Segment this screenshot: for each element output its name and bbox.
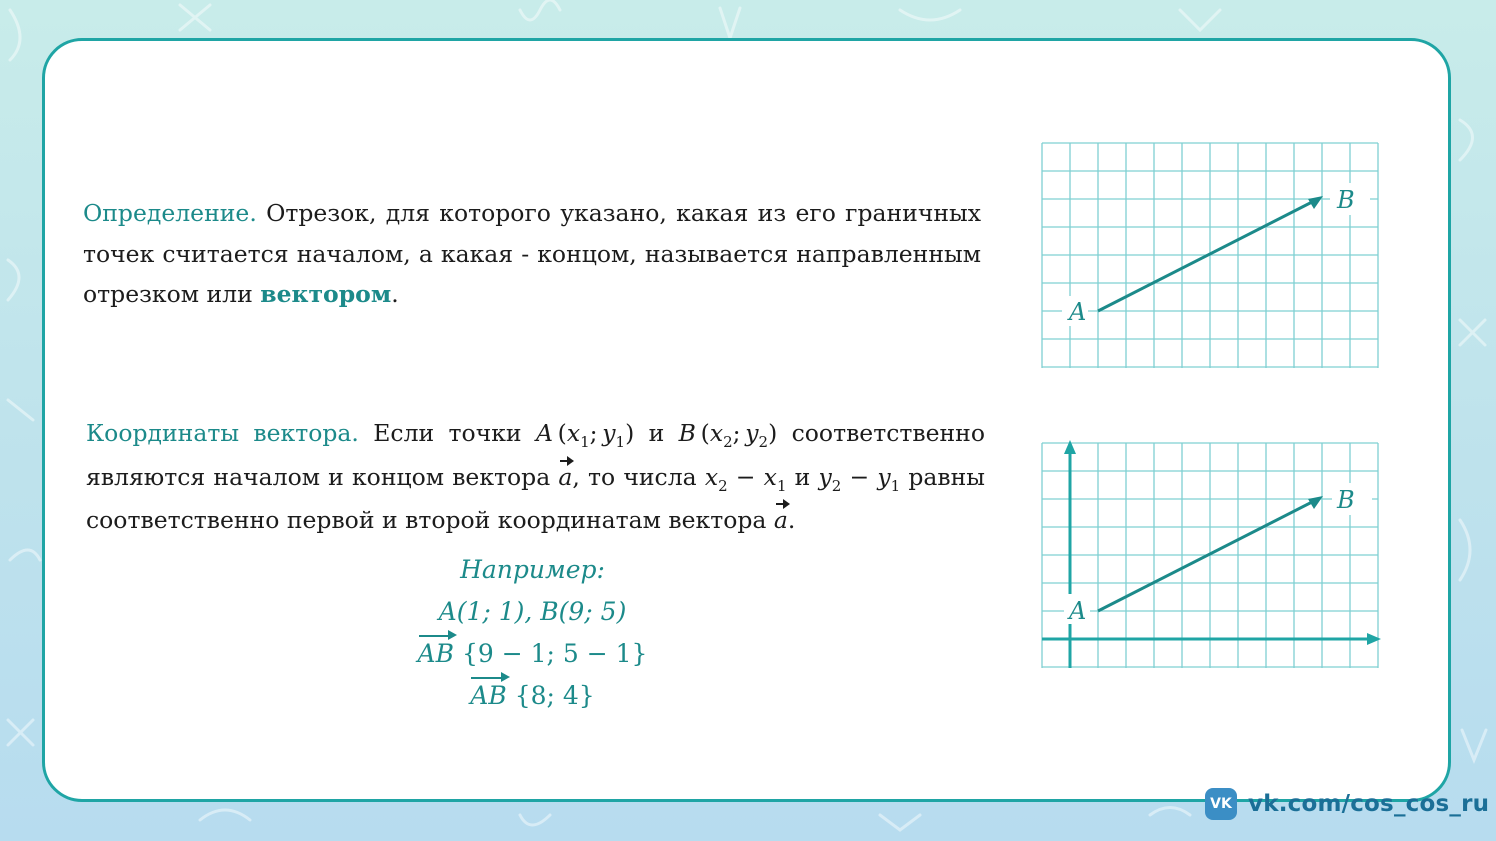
x1-subscript: 1 [580,433,590,451]
coordinate-grid-diagram [1040,438,1385,678]
example-result-line [415,675,650,717]
definition-term: Определение. [83,199,257,227]
x1-symbol: x [566,419,581,447]
vk-logo-icon: VK [1205,788,1237,820]
coordinates-paragraph: Координаты вектора. Если точки A ($x_1$; $y_1$) и B ($x_2$; $y_2$) соответственно являются началом и концом вектора a, то числа $x_2 - x_1$ и $y_2 - y_1$ равны соответственно первой и второй координатам вектора a. [86,413,985,541]
coord-text-5: и [786,462,819,491]
x1-diff-symbol: x [763,462,777,491]
x2-symbol: x [709,419,724,447]
y2-diff-symbol: y [818,462,832,491]
label-b: B [1337,186,1355,214]
vector-a-symbol-2: a [774,500,788,541]
vk-link[interactable] [1205,787,1489,821]
x-axis-arrow [1367,633,1381,645]
definition-text: Отрезок, для которого указано, какая из его граничных точек считается началом, а какая - концом, называется направленным отрезком или [83,199,981,308]
coord-text-1: Если точки [358,419,536,447]
example-title: Например: [460,555,605,584]
coord-text-2: и [634,419,679,447]
y2-symbol: y [745,419,759,447]
x2-diff-subscript: 2 [718,476,728,495]
vector-a-symbol: a [558,457,572,498]
label-b: B [1337,486,1355,514]
y1-diff-subscript: 1 [890,476,901,495]
example-result: {8; 4} [514,681,595,710]
coord-text-4: , то числа [572,462,705,491]
coord-text-6: равны соответственно первой и второй координатам вектора [86,462,985,534]
label-a: A [1069,597,1087,625]
y2-subscript: 2 [758,433,769,451]
definition-paragraph [83,193,981,315]
coord-text-3: соответственно являются началом и концом вектора [86,419,985,491]
vector-keyword: вектором [260,280,392,308]
definition-end: . [391,280,399,308]
y2-diff-subscript: 2 [831,476,842,495]
y1-subscript: 1 [615,433,626,451]
coord-text-7: . [787,506,796,534]
slide-card [42,38,1490,817]
y1-diff-symbol: y [877,462,891,491]
example-difference-line [415,633,650,675]
label-a: A [1069,298,1087,326]
y-axis-arrow [1064,440,1076,454]
x1-diff-subscript: 1 [776,476,787,495]
x2-subscript: 2 [723,433,733,451]
example-difference: {9 − 1; 5 − 1} [461,639,648,668]
vector-ab-label: AB [418,633,454,675]
point-b-symbol: B [678,419,696,447]
x2-diff-symbol: x [704,462,719,491]
vector-grid-diagram [1040,138,1380,378]
arrow-head [1308,496,1323,509]
vk-link-text[interactable]: vk.com/cos_cos_ru [1248,791,1490,817]
arrow-head [1308,196,1323,209]
y1-symbol: y [602,419,616,447]
vector-ab-label-2: AB [470,675,506,717]
point-a-symbol: A [535,419,553,447]
example-points: A(1; 1), B(9; 5) [438,597,627,626]
example-block [415,549,650,717]
coordinates-term: Координаты вектора. [86,419,359,447]
